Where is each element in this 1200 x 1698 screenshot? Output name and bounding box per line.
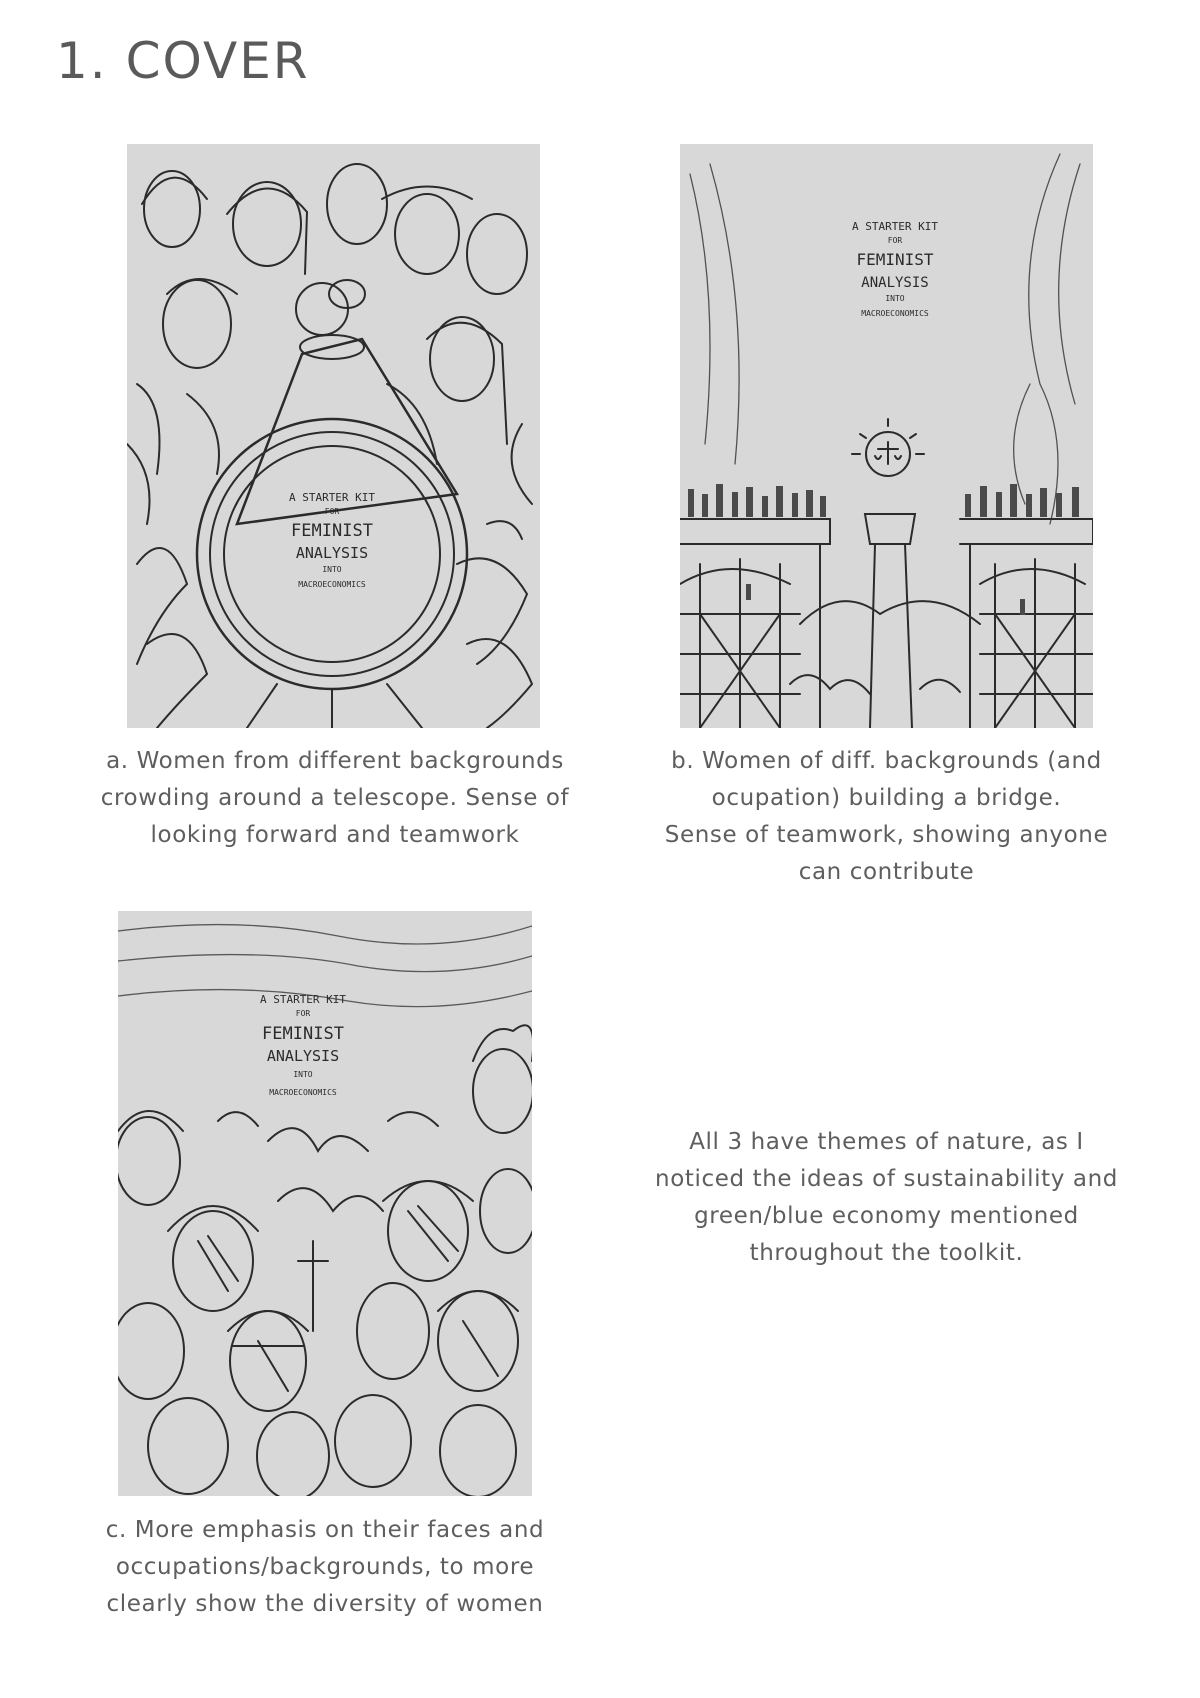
sketch-a-telescope bbox=[127, 144, 540, 728]
caption-c bbox=[70, 1512, 580, 1623]
note-line: green/blue economy mentioned bbox=[694, 1203, 1079, 1229]
sketch-c-faces bbox=[118, 911, 532, 1496]
cover-title-line2: FOR bbox=[324, 507, 340, 516]
cover-title-line4: ANALYSIS bbox=[861, 275, 929, 291]
note-line: throughout the toolkit. bbox=[749, 1240, 1024, 1266]
caption-b-line: Sense of teamwork, showing anyone bbox=[664, 822, 1109, 848]
cover-title-line3: FEMINIST bbox=[291, 521, 373, 541]
cover-title-line2: FOR bbox=[887, 236, 903, 245]
sketch-c-drawing bbox=[118, 911, 532, 1496]
cover-title-line4: ANALYSIS bbox=[295, 544, 369, 562]
cover-title-line4: ANALYSIS bbox=[266, 1047, 340, 1065]
caption-b-line: b. Women of diff. backgrounds (and bbox=[671, 748, 1102, 774]
caption-b-line: ocupation) building a bridge. bbox=[711, 785, 1062, 811]
cover-title-line1: A STARTER KIT bbox=[259, 993, 347, 1006]
caption-b-line: can contribute bbox=[798, 859, 975, 885]
cover-title-line5: INTO bbox=[293, 1070, 313, 1079]
cover-title-line3: FEMINIST bbox=[856, 250, 934, 269]
cover-title-line3: FEMINIST bbox=[262, 1024, 344, 1044]
caption-c-line: occupations/backgrounds, to more bbox=[115, 1554, 535, 1580]
sketch-b-drawing bbox=[680, 144, 1093, 728]
cover-title-line1: A STARTER KIT bbox=[851, 220, 939, 233]
caption-b bbox=[631, 743, 1142, 891]
cover-title-line6: MACROECONOMICS bbox=[269, 1088, 337, 1097]
sketch-b-bridge bbox=[680, 144, 1093, 728]
caption-a-line: looking forward and teamwork bbox=[150, 822, 520, 848]
cover-title-line6: MACROECONOMICS bbox=[861, 309, 929, 318]
caption-c-line: clearly show the diversity of women bbox=[106, 1591, 544, 1617]
nature-theme-note bbox=[631, 1124, 1142, 1272]
note-line: noticed the ideas of sustainability and bbox=[655, 1166, 1118, 1192]
cover-title-line1: A STARTER KIT bbox=[288, 491, 376, 504]
caption-a bbox=[80, 743, 590, 854]
note-line: All 3 have themes of nature, as I bbox=[689, 1129, 1084, 1155]
caption-a-line: a. Women from different backgrounds bbox=[106, 748, 564, 774]
cover-title-line5: INTO bbox=[885, 294, 905, 303]
cover-title-line5: INTO bbox=[322, 565, 342, 574]
cover-title-line2: FOR bbox=[295, 1009, 311, 1018]
page-title: 1. COVER bbox=[56, 32, 310, 90]
cover-title-line6: MACROECONOMICS bbox=[298, 580, 366, 589]
sketch-a-drawing bbox=[127, 144, 540, 728]
caption-a-line: crowding around a telescope. Sense of bbox=[100, 785, 570, 811]
caption-c-line: c. More emphasis on their faces and bbox=[105, 1517, 545, 1543]
